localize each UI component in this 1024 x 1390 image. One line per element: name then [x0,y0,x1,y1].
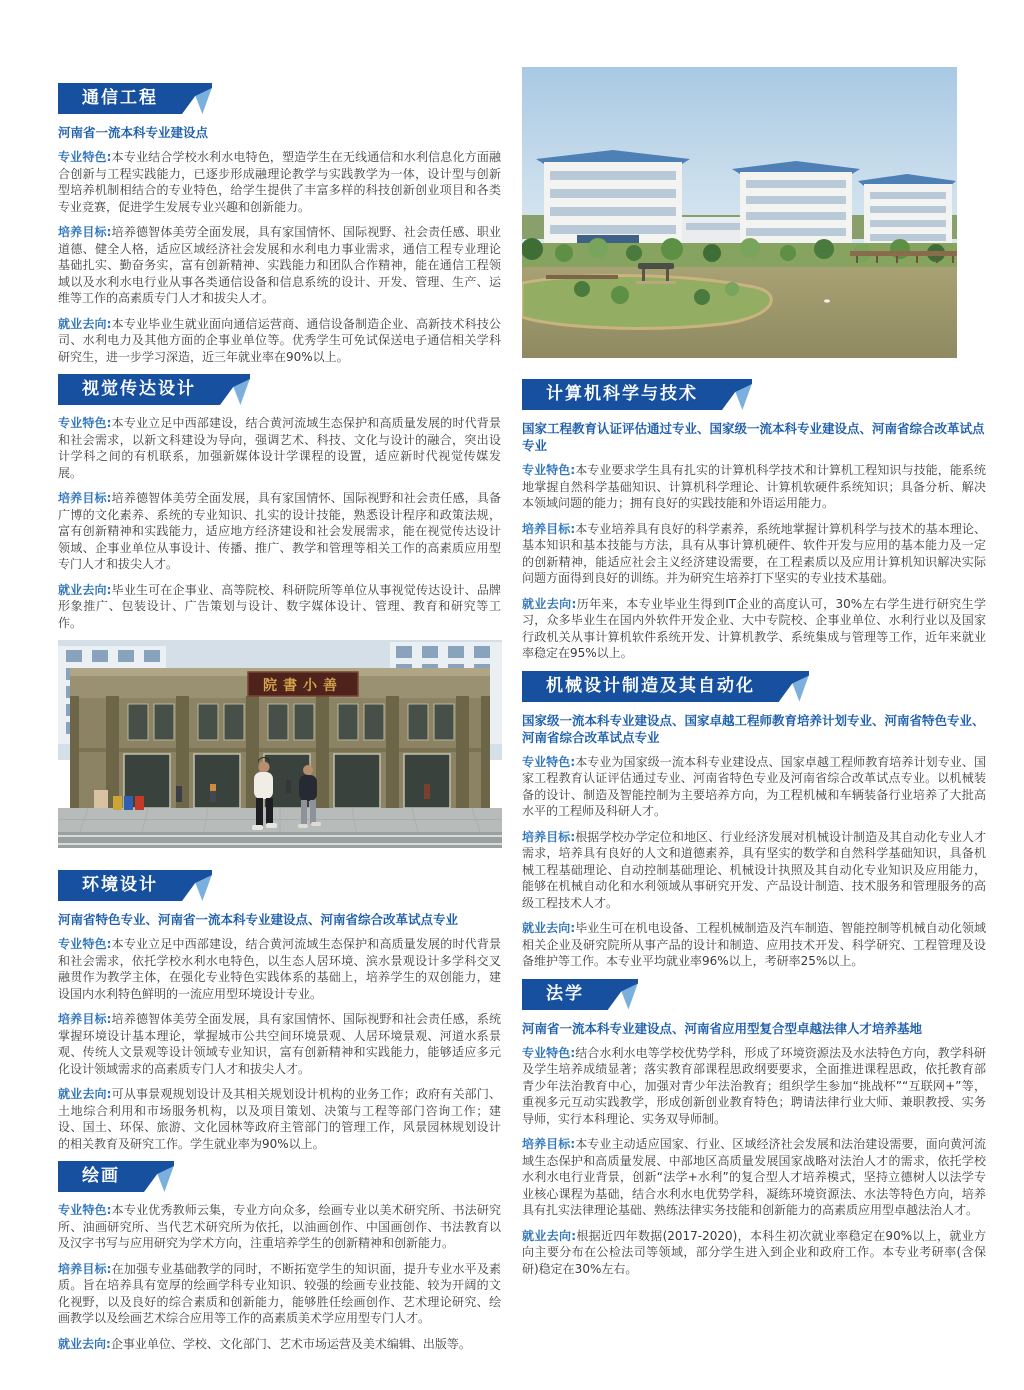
paragraph-label: 培养目标: [58,1012,112,1026]
banner-fold-icon [779,671,809,702]
paragraph-objectives [58,1261,501,1327]
paragraph-careers [58,316,501,366]
section-painting [58,1161,501,1352]
paragraph-careers [58,582,501,632]
banner-fold-icon [182,870,212,901]
right-column [522,67,986,1286]
section-banner [58,374,501,405]
paragraph-text: 结合水利水电等学校优势学科，形成了环境资源法及水法特色方向，教学科研及学生培养成绩显著；落实教育部课程思政纲要要求，全面推进课程思政，依托教育部青少年法治教育中心，加强对青少年法治教育；组织学生参加“挑战杯”“互联网+”等，重视多元互动实践教学，形成创新创业教育特色；聘请法律行业大师、兼职教授、实务导师，实行本科理论、实务双导师制。 [522,1045,986,1126]
section-honors: 国家工程教育认证评估通过专业、国家级一流本科专业建设点、河南省综合改革试点专业 [522,421,985,453]
paragraph-label: 就业去向: [58,316,112,331]
paragraph-label: 专业特色: [522,463,576,477]
paragraph-features [522,462,986,512]
section-banner [58,1161,501,1192]
section-honors: 国家级一流本科专业建设点、国家卓越工程师教育培养计划专业、河南省特色专业、河南省综合改革试点专业 [522,712,985,745]
paragraph-text: 本专业培养具有良好的科学素养，系统地掌握计算机科学与技术的基本理论、基本知识和基本技能与方法，具有从事计算机硬件、软件开发与应用的基本能力及一定的创新精神，能适应社会主义经济建设需要，在工程素质以及应用计算机知识解决实际问题方面得到良好的训练。并为研究生培养打下坚实的专业技术基础。 [522,521,986,585]
paragraph-text: 历年来，本专业毕业生得到IT企业的高度认可，30%左右学生进行研究生学习，众多毕业生在国内外软件开发企业、大中专院校、企事业单位、水利行业以及国家行政机关从事计算机软件系统开发、计算机教学、系统集成与管理等工作，近年来就业率稳定在95%以上。 [522,596,986,660]
paragraph-label: 专业特色: [522,754,576,769]
paragraph-text: 毕业生可在企事业、高等院校、科研院所等单位从事视觉传达设计、品牌形象推广、包装设计、广告策划与设计、数字媒体设计、管理、教育和研究等工作。 [58,582,501,630]
paragraph-objectives [58,1011,501,1077]
paragraph-text: 本专业要求学生具有扎实的计算机科学技术和计算机工程知识与技能，能系统地掌握自然科学基础知识、计算机科学理论、计算机软硬件系统知识；具备分析、解决本领域问题的能力；拥有良好的实践技能和外语运用能力。 [522,463,986,510]
paragraph-objectives [522,1136,986,1219]
paragraph-label: 培养目标: [58,225,112,239]
paragraph-objectives [58,490,501,573]
paragraph-label: 培养目标: [522,521,576,536]
paragraph-label: 培养目标: [522,829,576,844]
paragraph-features [58,415,501,481]
paragraph-features [522,1045,986,1128]
paragraph-features [58,1202,501,1252]
section-title: 视觉传达设计 [58,374,220,405]
banner-fold-icon [182,83,212,114]
paragraph-label: 就业去向: [522,1228,577,1243]
photo-sign-text: 院書小善 [263,678,343,694]
section-banner [58,870,501,901]
section-banner [522,379,986,410]
paragraph-text: 本专业主动适应国家、行业、区域经济社会发展和法治建设需要，面向黄河流域生态保护和高质量发展、中部地区高质量发展国家战略对法治人才的需求，依托学校水利水电行业背景，创新“法学+水利”的复合型人才培养模式，坚持立德树人以法学专业核心课程为基础，结合水利水电优势学科，凝练环境资源法、水法等特色方向，培养具有扎实法律理论基础、熟练法律实务技能和创新能力的高素质应用型卓越法治人才。 [522,1137,986,1217]
paragraph-text: 毕业生可在机电设备、工程机械制造及汽车制造、智能控制等机械自动化领域相关企业及研究院所从事产品的设计和制造、应用技术开发、科学研究、工程管理及设备维护等工作。本专业平均就业率96%以上，考研率25%以上。 [522,921,986,968]
paragraph-careers [522,596,986,662]
paragraph-features [58,936,501,1002]
paragraph-careers [58,1336,501,1353]
paragraph-label: 专业特色: [58,150,112,164]
section-honors: 河南省特色专业、河南省一流本科专业建设点、河南省综合改革试点专业 [58,912,459,927]
paragraph-text: 本专业立足中西部建设，结合黄河流域生态保护和高质量发展的时代背景和社会需求，以新文科建设为导向，强调艺术、科技、文化与设计的融合，突出设计学科之间的有机联系，加强新媒体设计学课程的设置，适应新时代视觉传媒发展。 [58,416,501,480]
section-banner [522,979,986,1010]
paragraph-objectives [522,521,986,587]
paragraph-label: 专业特色: [522,1045,576,1060]
paragraph-text: 本专业优秀教师云集，专业方向众多，绘画专业以美术研究所、书法研究所、油画研究所、当代艺术研究所为依托，以油画创作、中国画创作、书法教育以及汉字书写与应用研究为学术方向，注重培养学生的创新精神和创新能力。 [58,1203,501,1250]
left-column [58,83,501,1361]
paragraph-label: 就业去向: [58,582,112,597]
section-mechanical-design [522,671,986,970]
paragraph-text: 培养德智体美劳全面发展，具有家国情怀、国际视野、社会责任感、职业道德、健全人格，适应区域经济社会发展和水利电力事业需求，通信工程专业理论基础扎实、勤奋务实，富有创新精神、实践能力和团队合作精神，能在通信工程领域以及水利水电行业从事各类通信设备和信息系统的设计、开发、管理、生产、运维等工作的高素质专门人才和拔尖人才。 [58,225,501,305]
paragraph-label: 培养目标: [58,1261,112,1276]
section-title: 通信工程 [58,83,182,114]
paragraph-label: 就业去向: [58,1336,111,1351]
paragraph-text: 企事业单位、学校、文化部门、艺术市场运营及美术编辑、出版等。 [110,1336,471,1351]
section-banner [522,671,986,702]
paragraph-text: 本专业立足中西部建设，结合黄河流域生态保护和高质量发展的时代背景和社会需求，依托学校水利水电特色，以生态人居环境、滨水景观设计多学科交叉融贯作为教学主体，在强化专业特色实践体系的基础上，培养学生的双创能力，建设国内水利特色鲜明的一流应用型环境设计专业。 [58,937,501,1001]
paragraph-objectives [58,224,501,307]
section-communication-engineering [58,83,501,365]
section-title: 计算机科学与技术 [522,379,722,410]
paragraph-text: 根据近四年数据(2017-2020)，本科生初次就业率稳定在90%以上，就业方向主要分布在公检法司等领域，部分学生进入到企业和政府工作。本专业考研率(含保研)稳定在30%左右。 [522,1228,986,1276]
banner-fold-icon [144,1161,174,1192]
paragraph-text: 可从事景观规划设计及其相关规划设计机构的业务工作；政府有关部门、土地综合利用和市场服务机构，以及项目策划、决策与工程等部门咨询工作；建设、国土、环保、旅游、文化园林等政府主管部门的管理工作，风景园林规划设计的相关教育及研究工作。学生就业率为90%以上。 [58,1087,501,1151]
section-banner [58,83,501,114]
paragraph-label: 就业去向: [522,921,576,935]
paragraph-careers [58,1086,501,1152]
section-honors: 河南省一流本科专业建设点 [58,125,209,140]
paragraph-text: 在加强专业基础教学的同时，不断拓宽学生的知识面，提升专业水平及素质。旨在培养具有宽厚的绘画学科专业知识、较强的绘画专业技能、较为开阔的文化视野，以及良好的综合素质和创新能力，能够胜任绘画创作、艺术理论研究、绘画教学以及绘画艺术综合应用等工作的高素质美术学应用型专门人才。 [58,1261,501,1325]
paragraph-label: 就业去向: [522,596,577,611]
paragraph-text: 本专业结合学校水利水电特色，塑造学生在无线通信和水利信息化方面融合创新与工程实践能力，已逐步形成融理论教学与实践教学为一体，设计型与创新型培养机制相结合的专业特色，给学生提供了丰富多样的科技创新创业项目和各类专业竞赛，促进学生发展专业兴趣和创新能力。 [58,150,501,214]
section-title: 法学 [522,979,608,1010]
section-title: 绘画 [58,1161,144,1192]
banner-fold-icon [722,379,752,410]
paragraph-label: 专业特色: [58,937,112,951]
section-computer-science [522,379,986,662]
paragraph-label: 培养目标: [58,491,112,505]
section-title: 机械设计制造及其自动化 [522,671,779,702]
section-visual-communication-design [58,374,501,631]
paragraph-text: 本专业毕业生就业面向通信运营商、通信设备制造企业、高新技术科技公司、水利电力及其他方面的企事业单位等。优秀学生可免试保送电子通信相关学科研究生，进一步学习深造，近三年就业率在90%以上。 [58,316,501,364]
campus-photo [522,67,957,358]
paragraph-careers [522,920,986,970]
paragraph-text: 根据学校办学定位和地区、行业经济发展对机械设计制造及其自动化专业人才需求，培养具有良好的人文和道德素养，具有坚实的数学和自然科学基础知识，具备机械工程基础理论、自动控制基础理论、机械设计执照及其自动化专业知识及应用能力，能够在机械自动化和水利领域从事研究开发、产品设计制造、技术服务和管理服务的高级工程技术人才。 [522,829,986,910]
paragraph-objectives [522,829,986,912]
section-law [522,979,986,1278]
banner-fold-icon [220,374,250,405]
paragraph-label: 就业去向: [58,1087,112,1101]
paragraph-label: 专业特色: [58,1203,112,1217]
paragraph-text: 培养德智体美劳全面发展，具有家国情怀、国际视野和社会责任感，系统掌握环境设计基本理论，掌握城市公共空间环境景观、人居环境景观、河道水系景观、传统人文景观等设计领域专业知识，富有创新精神和实践能力，能够适应多元化设计领域需求的高素质专门人才和拔尖人才。 [58,1012,501,1076]
paragraph-text: 本专业为国家级一流本科专业建设点、国家卓越工程师教育培养计划专业、国家工程教育认证评估通过专业、河南省特色专业及河南省综合改革试点专业。以机械装备的设计、制造及智能控制为主要培养方向，为工程机械和车辆装备行业培养了大批高水平的工程师及科研人才。 [522,754,986,818]
section-honors: 河南省一流本科专业建设点、河南省应用型复合型卓越法律人才培养基地 [522,1020,923,1036]
entrance-photo [58,640,502,848]
section-title: 环境设计 [58,870,182,901]
paragraph-careers [522,1228,986,1278]
paragraph-label: 培养目标: [522,1137,576,1151]
paragraph-features [58,149,501,215]
paragraph-features [522,754,986,820]
paragraph-label: 专业特色: [58,416,112,430]
section-environment-design [58,870,501,1152]
banner-fold-icon [608,979,638,1010]
paragraph-text: 培养德智体美劳全面发展，具有家国情怀、国际视野和社会责任感，具备广博的文化素养、系统的专业知识、扎实的设计技能，熟悉设计程序和政策法规，富有创新精神和实践能力，适应地方经济建设和社会发展需求，能在视觉传达设计领域、企事业单位从事设计、传播、推广、教学和管理等相关工作的高素质应用型专门人才和拔尖人才。 [58,491,501,571]
